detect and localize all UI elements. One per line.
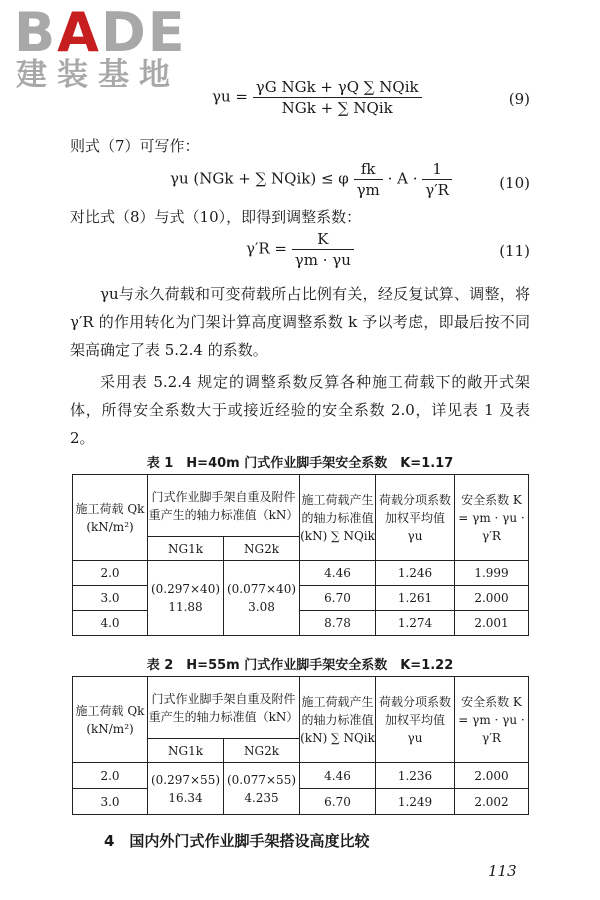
table1-header-load: 施工荷载 Qk (kN/m²) [73, 475, 148, 561]
table2-cell-q: 2.0 [73, 763, 148, 789]
table1-cell-gamma: 1.274 [376, 611, 455, 636]
table2-header-self: 门式作业脚手架自重及附件重产生的轴力标准值（kN） [148, 677, 300, 739]
table1-header-gamma: 荷载分项系数加权平均值 γu [376, 475, 455, 561]
table1-cell-ng2: (0.077×40) 3.08 [224, 561, 300, 636]
table1-cell-gamma: 1.246 [376, 561, 455, 586]
eq10-f2-denominator: γ′R [425, 181, 449, 199]
logo-letter-a: A [57, 1, 101, 64]
eq11-denominator: γm · γu [294, 251, 351, 269]
page-number: 113 [488, 862, 517, 880]
table-1 [72, 474, 529, 636]
eq10-mid: · A · [387, 169, 418, 188]
table1-cell-q: 4.0 [73, 611, 148, 636]
table1-cell-nq: 4.46 [300, 561, 376, 586]
eq11-numerator: K [292, 230, 354, 250]
table1-cell-k: 2.001 [455, 611, 529, 636]
table-2 [72, 676, 529, 815]
table1-cell-nq: 6.70 [300, 586, 376, 611]
eq10-f2-numerator: 1 [422, 160, 452, 180]
table2-cell-nq: 6.70 [300, 789, 376, 815]
table1-header-self: 门式作业脚手架自重及附件重产生的轴力标准值（kN） [148, 475, 300, 537]
equation-9 [212, 78, 422, 117]
text-line-2: 对比式（8）与式（10），即得到调整系数： [70, 208, 362, 226]
table2-header-gamma: 荷载分项系数加权平均值 γu [376, 677, 455, 763]
table1-cell-nq: 8.78 [300, 611, 376, 636]
equation-10 [170, 160, 452, 199]
table1-header-ng1: NG1k [148, 537, 224, 561]
table1-cell-k: 2.000 [455, 586, 529, 611]
eq10-lhs: γu (NGk + ∑ NQik) ≤ φ [170, 169, 349, 188]
table2-header-ng1: NG1k [148, 739, 224, 763]
table2-cell-k: 2.000 [455, 763, 529, 789]
eq10-fraction-2 [422, 160, 452, 199]
table1-header-ng2: NG2k [224, 537, 300, 561]
eq9-numerator: γG NGk + γQ ∑ NQik [253, 78, 422, 98]
table2-header-load: 施工荷载 Qk (kN/m²) [73, 677, 148, 763]
eq11-fraction [292, 230, 354, 269]
eq11-lhs: γ′R = [246, 239, 288, 258]
table2-cell-ng2: (0.077×55) 4.235 [224, 763, 300, 815]
table2-cell-k: 2.002 [455, 789, 529, 815]
eq9-number: (9) [508, 90, 530, 108]
eq11-number: (11) [499, 242, 530, 260]
eq10-f1-denominator: γm [356, 181, 380, 199]
table1-caption: 表 1 H=40m 门式作业脚手架安全系数 K=1.17 [146, 456, 454, 471]
section-heading: 4 国内外门式作业脚手架搭设高度比较 [104, 832, 370, 850]
table2-header-k: 安全系数 K = γm · γu · γ′R [455, 677, 529, 763]
table1-header-nq: 施工荷载产生的轴力标准值 (kN) ∑ NQik [300, 475, 376, 561]
logo-chinese: 建装基地 [16, 57, 180, 93]
table1-cell-k: 1.999 [455, 561, 529, 586]
table1-header-k: 安全系数 K = γm · γu · γ′R [455, 475, 529, 561]
logo-letter-b: B [14, 1, 58, 64]
eq10-number: (10) [499, 174, 530, 192]
eq9-denominator: NGk + ∑ NQik [281, 99, 393, 117]
table1-cell-q: 3.0 [73, 586, 148, 611]
table2-caption: 表 2 H=55m 门式作业脚手架安全系数 K=1.22 [146, 658, 454, 673]
table2-cell-nq: 4.46 [300, 763, 376, 789]
eq9-fraction [253, 78, 422, 117]
table2-cell-gamma: 1.249 [376, 789, 455, 815]
table1-cell-ng1: (0.297×40) 11.88 [148, 561, 224, 636]
paragraph-1: γu与永久荷载和可变荷载所占比例有关，经反复试算、调整，将 γ′R 的作用转化为门架计算高度调整系数 k 予以考虑，即最后按不同架高确定了表 5.2.4 的系数。 [70, 285, 530, 359]
logo-wordmark [14, 1, 187, 64]
text-line-1: 则式（7）可写作： [70, 137, 200, 155]
table2-cell-ng1: (0.297×55) 16.34 [148, 763, 224, 815]
table2-cell-q: 3.0 [73, 789, 148, 815]
table2-header-ng2: NG2k [224, 739, 300, 763]
table2-header-nq: 施工荷载产生的轴力标准值 (kN) ∑ NQik [300, 677, 376, 763]
eq10-fraction-1 [354, 160, 383, 199]
eq9-lhs: γu = [212, 87, 248, 106]
paragraph-2: 采用表 5.2.4 规定的调整系数反算各种施工荷载下的敞开式架体，所得安全系数大于或接近经验的安全系数 2.0，详见表 1 及表 2。 [70, 373, 530, 447]
table1-cell-q: 2.0 [73, 561, 148, 586]
eq10-f1-numerator: fk [354, 160, 383, 180]
logo-letter-d: D [100, 1, 148, 64]
table2-cell-gamma: 1.236 [376, 763, 455, 789]
table1-cell-gamma: 1.261 [376, 586, 455, 611]
logo-letter-e: E [147, 1, 187, 64]
equation-11 [246, 230, 354, 269]
